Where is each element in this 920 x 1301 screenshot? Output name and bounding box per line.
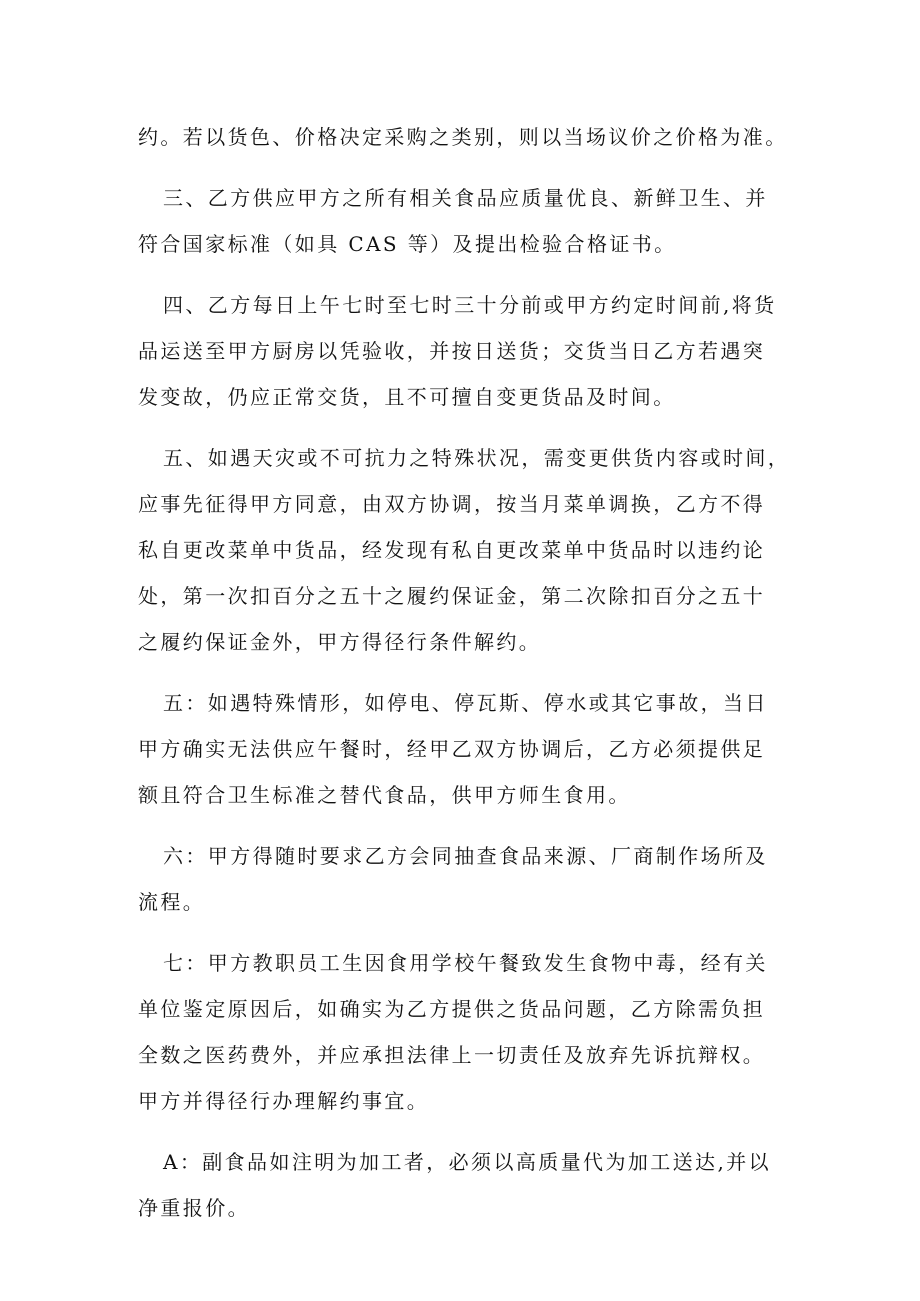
paragraph-clause-4 xyxy=(138,282,798,420)
paragraph-clause-5b xyxy=(138,680,798,818)
text-line: 四、乙方每日上午七时至七时三十分前或甲方约定时间前,将货 xyxy=(163,293,777,317)
text-line: 净重报价。 xyxy=(138,1196,250,1220)
text-line: 甲方确实无法供应午餐时，经甲乙双方协调后，乙方必须提供足 xyxy=(138,737,766,761)
text-line: 私自更改菜单中货品，经发现有私自更改菜单中货品时以违约论 xyxy=(138,538,766,562)
text-line: 流程。 xyxy=(138,890,206,914)
text-line: 之履约保证金外，甲方得径行条件解约。 xyxy=(138,630,542,654)
paragraph-clause-6 xyxy=(138,833,798,925)
text-line: 符合国家标准（如具 CAS 等）及提出检验合格证书。 xyxy=(138,232,677,256)
text-line: 六：甲方得随时要求乙方会同抽查食品来源、厂商制作场所及 xyxy=(163,844,768,868)
text-line: 品运送至甲方厨房以凭验收，并按日送货；交货当日乙方若遇突 xyxy=(138,339,766,363)
text-line: A：副食品如注明为加工者，必须以高质量代为加工送达,并以 xyxy=(163,1150,772,1174)
text-line: 处，第一次扣百分之五十之履约保证金，第二次除扣百分之五十 xyxy=(138,584,766,608)
text-line: 五：如遇特殊情形，如停电、停瓦斯、停水或其它事故，当日 xyxy=(163,691,768,715)
text-line: 约。若以货色、价格决定采购之类别，则以当场议价之价格为准。 xyxy=(138,125,788,149)
paragraph-clause-7 xyxy=(138,940,798,1124)
text-line: 额且符合卫生标准之替代食品，供甲方师生食用。 xyxy=(138,783,631,807)
text-line: 单位鉴定原因后，如确实为乙方提供之货品问题，乙方除需负担 xyxy=(138,997,766,1021)
paragraph-clause-3 xyxy=(138,175,798,267)
paragraph-continuation xyxy=(138,114,798,160)
text-line: 三、乙方供应甲方之所有相关食品应质量优良、新鲜卫生、并 xyxy=(163,186,768,210)
text-line: 七：甲方教职员工生因食用学校午餐致发生食物中毒，经有关 xyxy=(163,951,768,975)
paragraph-clause-5a xyxy=(138,435,798,665)
paragraph-clause-a xyxy=(138,1139,798,1231)
text-line: 发变故，仍应正常交货，且不可擅自变更货品及时间。 xyxy=(138,385,676,409)
text-line: 甲方并得径行办理解约事宜。 xyxy=(138,1089,430,1113)
document-body xyxy=(138,114,798,1246)
text-line: 五、如遇天灾或不可抗力之特殊状况，需变更供货内容或时间， xyxy=(163,446,791,470)
text-line: 应事先征得甲方同意，由双方协调，按当月菜单调换，乙方不得 xyxy=(138,492,766,516)
text-line: 全数之医药费外，并应承担法律上一切责任及放弃先诉抗辩权。 xyxy=(138,1043,766,1067)
